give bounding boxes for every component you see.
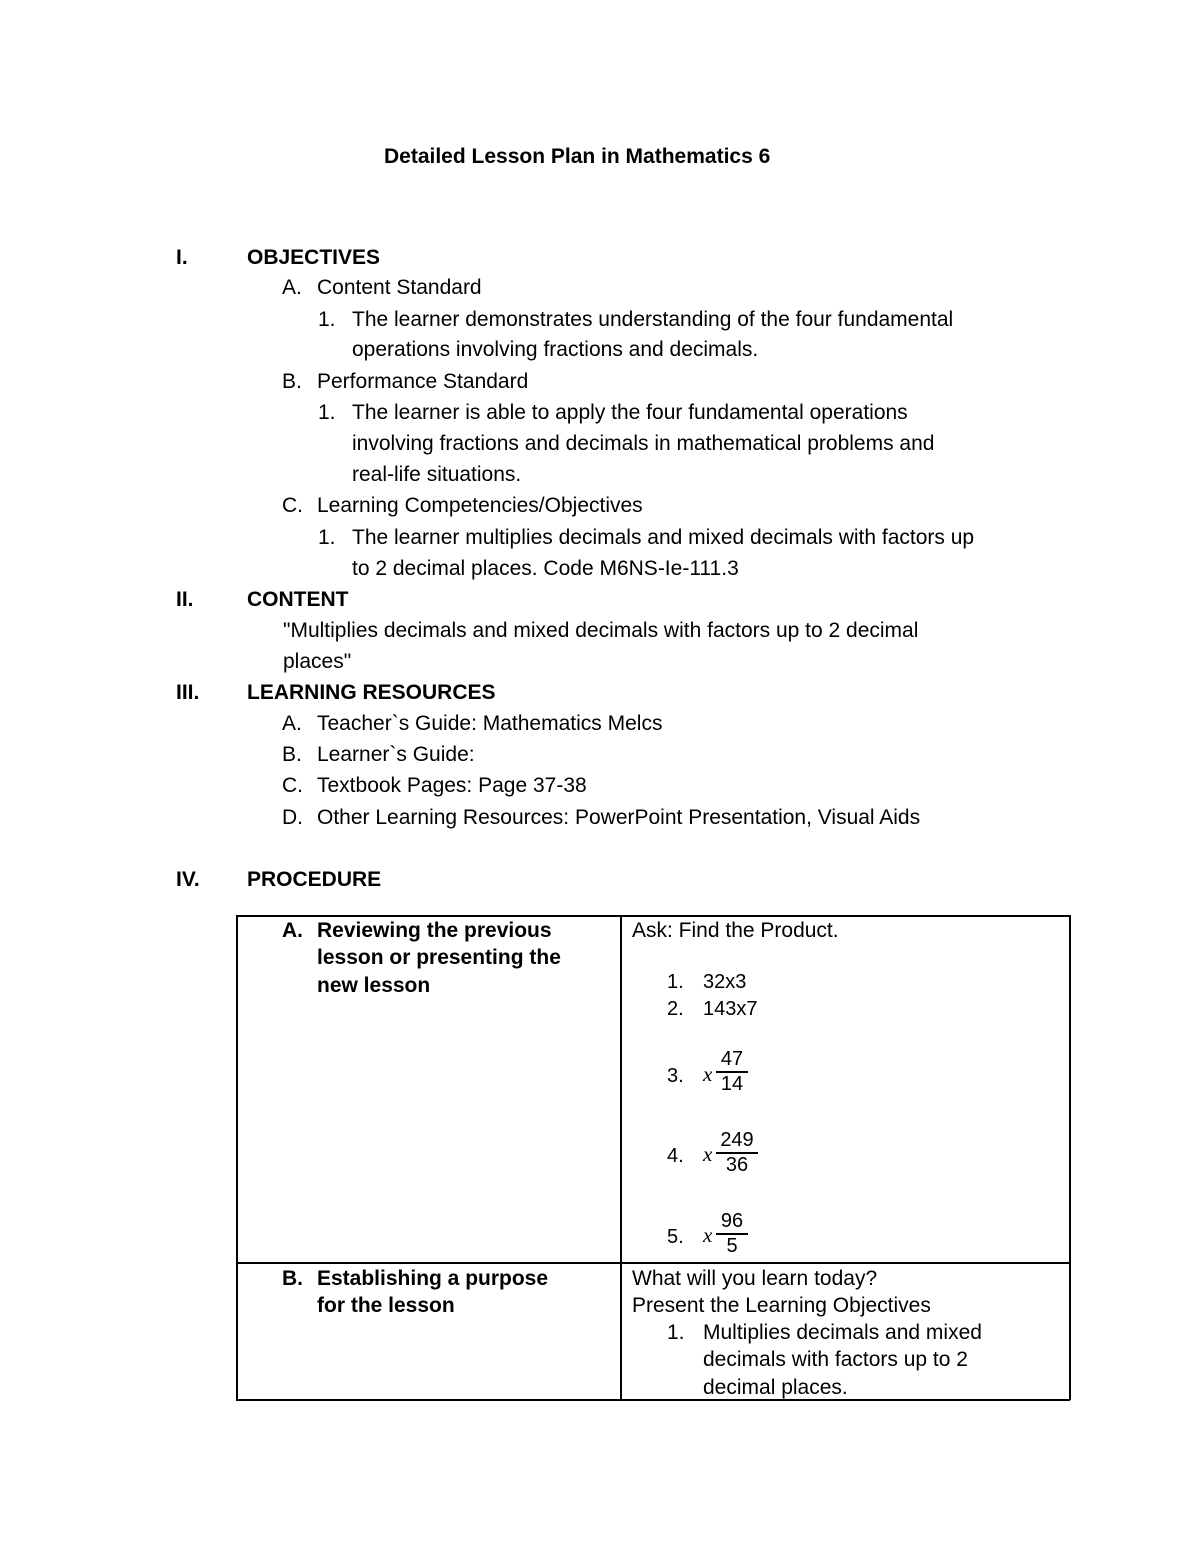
product-item-5-num: 5. — [667, 1226, 684, 1248]
performance-standard-letter: B. — [282, 370, 302, 393]
table-border-top — [236, 915, 1070, 917]
product-item-5-multiply-sign: x — [703, 1223, 713, 1247]
content-line2: places" — [283, 650, 352, 673]
resource-a-letter: A. — [282, 712, 302, 735]
content-standard-item-line1: The learner demonstrates understanding of the four fundamental — [352, 308, 954, 331]
row-b-item-line2: decimals with factors up to 2 — [703, 1348, 968, 1371]
row-b-item-line1: Multiplies decimals and mixed — [703, 1321, 982, 1344]
product-item-5-bottom: 5 — [726, 1234, 738, 1257]
resource-c-letter: C. — [282, 774, 303, 797]
product-item-3-bottom: 14 — [720, 1072, 744, 1095]
performance-standard-item-line2: involving fractions and decimals in mathematical problems and — [352, 432, 935, 455]
content-heading: CONTENT — [247, 588, 349, 611]
product-item-4-num: 4. — [667, 1145, 684, 1167]
competencies-item-line1: The learner multiplies decimals and mixed decimals with factors up — [352, 526, 975, 549]
content-standard-item-line2: operations involving fractions and decimals. — [352, 338, 759, 361]
product-item-1-text: 32x3 — [703, 971, 747, 993]
row-a-label-line3: new lesson — [317, 974, 431, 997]
resources-numeral: III. — [176, 681, 200, 704]
product-item-2-num: 2. — [667, 998, 684, 1020]
resource-b-text: Learner`s Guide: — [317, 743, 475, 766]
resource-b-letter: B. — [282, 743, 302, 766]
resource-d-text: Other Learning Resources: PowerPoint Presentation, Visual Aids — [317, 806, 921, 829]
row-b-item-num: 1. — [667, 1321, 685, 1344]
product-item-3-multiply-sign: x — [703, 1062, 713, 1086]
table-border-left — [236, 915, 238, 1400]
content-numeral: II. — [176, 588, 194, 611]
product-item-2-text: 143x7 — [703, 998, 758, 1020]
table-border-divider — [620, 915, 622, 1400]
row-a-ask: Ask: Find the Product. — [632, 919, 839, 942]
performance-standard-label: Performance Standard — [317, 370, 529, 393]
objectives-heading: OBJECTIVES — [247, 246, 381, 269]
product-item-3-top: 47 — [720, 1048, 744, 1070]
content-standard-label: Content Standard — [317, 276, 482, 299]
row-b-item-line3: decimal places. — [703, 1376, 848, 1399]
row-b-line1: What will you learn today? — [632, 1267, 878, 1290]
product-item-1-num: 1. — [667, 971, 684, 993]
resource-a-text: Teacher`s Guide: Mathematics Melcs — [317, 712, 663, 735]
product-item-3-num: 3. — [667, 1065, 684, 1087]
performance-standard-item-line3: real-life situations. — [352, 463, 522, 486]
page-title: Detailed Lesson Plan in Mathematics 6 — [384, 145, 771, 168]
product-item-4-multiply-sign: x — [703, 1142, 713, 1166]
performance-standard-item-line1: The learner is able to apply the four fundamental operations — [352, 401, 908, 424]
content-line1: "Multiplies decimals and mixed decimals with factors up to 2 decimal — [283, 619, 919, 642]
procedure-numeral: IV. — [176, 868, 200, 891]
row-b-label-line1: Establishing a purpose — [317, 1267, 549, 1290]
competencies-item-num: 1. — [318, 526, 336, 549]
table-border-right — [1069, 915, 1071, 1400]
objectives-numeral: I. — [176, 246, 188, 269]
product-item-3-stack — [716, 1048, 748, 1096]
row-a-letter: A. — [282, 919, 303, 942]
row-a-label-line1: Reviewing the previous — [317, 919, 552, 942]
resource-c-text: Textbook Pages: Page 37-38 — [317, 774, 587, 797]
product-item-4-stack — [716, 1129, 758, 1177]
content-standard-item-num: 1. — [318, 308, 336, 331]
product-item-4-top: 249 — [720, 1129, 754, 1151]
row-b-line2: Present the Learning Objectives — [632, 1294, 931, 1317]
competencies-item-line2: to 2 decimal places. Code M6NS-Ie-111.3 — [352, 557, 739, 580]
competencies-label: Learning Competencies/Objectives — [317, 494, 643, 517]
procedure-heading: PROCEDURE — [247, 868, 382, 891]
content-standard-letter: A. — [282, 276, 302, 299]
resources-heading: LEARNING RESOURCES — [247, 681, 496, 704]
product-item-5-top: 96 — [720, 1210, 744, 1232]
row-b-letter: B. — [282, 1267, 303, 1290]
row-b-label-line2: for the lesson — [317, 1294, 455, 1317]
product-item-4-bottom: 36 — [725, 1153, 749, 1176]
performance-standard-item-num: 1. — [318, 401, 336, 424]
table-border-mid — [236, 1262, 1070, 1264]
row-a-label-line2: lesson or presenting the — [317, 946, 561, 969]
resource-d-letter: D. — [282, 806, 303, 829]
competencies-letter: C. — [282, 494, 303, 517]
product-item-5-stack — [716, 1210, 748, 1258]
table-border-bottom — [236, 1399, 1070, 1401]
